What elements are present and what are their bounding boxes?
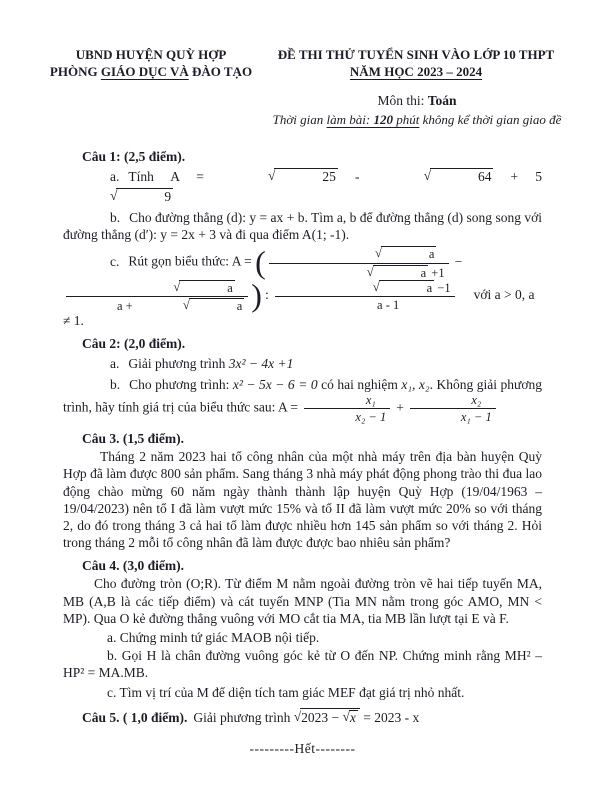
den-head: a + xyxy=(117,298,136,313)
sqrt-radicand: 25 xyxy=(274,168,338,184)
sqrt-sign-icon: √ xyxy=(267,168,276,183)
sqrt-sign-icon: √ xyxy=(372,280,380,295)
question-2-heading: Câu 2: (2,0 điểm). xyxy=(82,335,186,351)
sqrt-radicand: 64 xyxy=(430,168,494,184)
sqrt-radicand: a xyxy=(189,298,245,313)
fraction-numerator xyxy=(269,246,449,262)
question-1-part-c xyxy=(63,246,542,329)
sqrt-radicand: a xyxy=(179,280,235,295)
exam-body xyxy=(63,148,542,757)
sqrt-expression xyxy=(294,710,360,725)
q2b-text-3: . Không giải phương trình, hãy tính giá trị của biểu thức sau: A = xyxy=(63,376,542,415)
sqrt-sign-icon: √ xyxy=(374,246,382,261)
fraction-numerator: x₂ xyxy=(471,393,482,408)
left-paren: ( xyxy=(255,244,266,281)
sqrt-expression xyxy=(326,281,434,295)
org-line-2-underlined: GIÁO DỤC VÀ xyxy=(100,64,189,79)
q1c-label: c. xyxy=(110,254,120,270)
duration-minutes: 120 xyxy=(373,112,393,127)
org-line-2-pre: PHÒNG xyxy=(49,64,101,79)
fraction xyxy=(304,393,390,424)
fraction-denominator: x₂ − 1 xyxy=(304,408,390,424)
sqrt-radicand: a xyxy=(379,280,435,295)
duration-u1: làm bài: xyxy=(326,112,374,127)
org-line-1: UBND HUYỆN QUỲ HỢP xyxy=(75,47,227,62)
fraction-numerator xyxy=(66,280,248,296)
q2b-text-1: Cho phương trình: xyxy=(129,376,233,392)
question-4-part-b: b. Gọi H là chân đường vuông góc kẻ từ O đến NP. Chứng minh rằng MH² – HP² = MA.MB. xyxy=(63,648,542,681)
subject-line xyxy=(262,93,572,109)
exam-title-line-2: NĂM HỌC 2023 – 2024 xyxy=(349,64,483,79)
fraction-denominator xyxy=(269,263,449,280)
duration-underlined xyxy=(327,112,420,127)
sqrt-sign-icon: √ xyxy=(423,168,431,183)
org-line-2 xyxy=(40,63,262,80)
q1c-condition: với a > 0, a ≠ 1. xyxy=(63,287,535,328)
exam-meta-block xyxy=(262,93,572,128)
exam-title-line-1: ĐỀ THI THỬ TUYỂN SINH VÀO LỚP 10 THPT xyxy=(277,47,555,62)
sqrt-sign-icon: √ xyxy=(182,297,190,312)
q1b-label: b. xyxy=(110,210,121,225)
question-2-part-a xyxy=(63,354,542,374)
fraction-denominator xyxy=(66,296,248,313)
sqrt-expression xyxy=(320,266,428,280)
sqrt-radicand: 9 xyxy=(116,188,173,204)
issuing-org-block xyxy=(40,46,262,80)
q2b-equation: x² − 5x − 6 = 0 xyxy=(232,376,318,392)
question-4-part-a: a. Chứng minh tứ giác MAOB nội tiếp. xyxy=(107,629,320,645)
plus-operator: + xyxy=(396,399,404,415)
sqrt-sign-icon: √ xyxy=(173,279,181,294)
duration-pre: Thời gian xyxy=(272,112,327,127)
org-line-2-post: ĐÀO TẠO xyxy=(188,64,253,79)
subject-value: Toán xyxy=(427,93,457,108)
q2b-roots: x₁, x₂ xyxy=(401,376,430,392)
rad-head: 2023 − xyxy=(301,709,343,725)
q1a-op1: - xyxy=(337,169,377,184)
sqrt-sign-icon: √ xyxy=(342,708,350,724)
fraction xyxy=(275,280,455,312)
fraction xyxy=(66,280,248,313)
question-1-part-b xyxy=(63,209,542,243)
exam-title-block xyxy=(262,46,570,80)
q2a-text: Giải phương trình xyxy=(128,355,229,371)
fraction-numerator: x₁ xyxy=(365,393,376,408)
sqrt-expression xyxy=(377,169,494,184)
q1c-text: Rút gọn biểu thức: A = xyxy=(128,254,256,270)
subject-label: Môn thi: xyxy=(377,93,428,108)
question-5-heading: Câu 5. ( 1,0 điểm). xyxy=(82,709,188,725)
sqrt-radicand: x xyxy=(349,709,356,725)
exam-header xyxy=(40,46,570,80)
q5-text: Giải phương trình xyxy=(193,709,294,725)
question-2-part-b xyxy=(63,376,542,424)
duration-u2: phút xyxy=(393,112,420,127)
sqrt-sign-icon: √ xyxy=(293,708,302,724)
fraction-denominator: x₁ − 1 xyxy=(410,408,496,424)
duration-line xyxy=(262,111,572,128)
question-3-heading: Câu 3. (1,5 điểm). xyxy=(82,431,184,447)
division-colon: : xyxy=(264,287,269,303)
question-4-heading: Câu 4. (3,0 điểm). xyxy=(82,558,184,574)
q1a-text: Tính A = xyxy=(128,169,221,184)
fraction xyxy=(410,393,496,424)
sqrt-expression xyxy=(328,247,436,261)
num-tail: −1 xyxy=(434,281,451,296)
q1a-label: a. xyxy=(110,169,120,184)
sqrt-expression xyxy=(126,281,234,295)
q2a-equation: 3x² − 4x +1 xyxy=(228,355,294,371)
question-4-part-c: c. Tìm vị trí của M để diện tích tam giác MEF đạt giá trị nhỏ nhất. xyxy=(107,684,465,700)
fraction-denominator: a - 1 xyxy=(275,296,455,312)
sqrt-expression xyxy=(221,169,338,184)
duration-post: không kể thời gian giao đề xyxy=(419,112,562,127)
question-1-heading: Câu 1: (2,5 điểm). xyxy=(82,149,186,164)
q2a-label: a. xyxy=(110,355,120,371)
fraction-numerator xyxy=(275,280,455,296)
fraction xyxy=(269,246,449,279)
sqrt-expression xyxy=(343,710,358,725)
question-5 xyxy=(82,708,542,726)
sqrt-sign-icon: √ xyxy=(110,188,118,203)
den-tail: +1 xyxy=(428,265,445,280)
question-4-intro: Cho đường tròn (O;R). Từ điểm M nằm ngoài đường tròn vẽ hai tiếp tuyến MA, MB (A,B là các tiếp điểm) và cát tuyến MNP (Tia MN nằm trong góc AMO, MN < MP). Qua O kẻ đường thẳng vuông với MO cắt tia MA, tia MB lần lượt tại E và F. xyxy=(63,576,542,626)
q5-rhs: = 2023 - x xyxy=(359,709,420,725)
sqrt-radicand xyxy=(300,708,360,725)
sqrt-sign-icon: √ xyxy=(366,264,374,279)
question-3-text: Tháng 2 năm 2023 hai tổ công nhân của một nhà máy trên địa bàn huyện Quỳ Hợp đã làm được 800 sản phẩm. Sang tháng 3 nhà máy phát động phong trào thi đua lao động chào mừng 60 năm ngày thành thành lập huyện Quỳ Hợp (19/04/1963 – 19/04/2023) nên tổ I đã làm vượt mức 15% và tổ II đã làm vượt mức 20% so với tháng 2, do đó trong tháng 3 cả hai tổ làm được nhiều hơn 145 sản phẩm so với tháng 2. Hỏi trong tháng 2 mỗi tổ công nhân đã làm được được bao nhiêu sản phẩm? xyxy=(63,449,542,551)
sqrt-expression xyxy=(136,299,244,313)
q2b-text-2: có hai nghiệm xyxy=(317,376,402,392)
end-marker: ---------Hết-------- xyxy=(249,740,356,756)
minus-operator: − xyxy=(454,254,463,270)
sqrt-expression xyxy=(63,189,173,204)
right-paren: ) xyxy=(251,277,262,314)
question-1-part-a xyxy=(63,167,542,207)
q1a-op2: + 5 xyxy=(493,169,542,184)
q1b-text: Cho đường thẳng (d): y = ax + b. Tìm a, b để đường thẳng (d) song song với đường thẳng (d′): y = 2x + 3 và đi qua điểm A(1; -1). xyxy=(63,210,542,243)
q2b-label: b. xyxy=(110,376,121,392)
sqrt-radicand: a xyxy=(373,265,429,280)
sqrt-radicand: a xyxy=(381,246,437,261)
